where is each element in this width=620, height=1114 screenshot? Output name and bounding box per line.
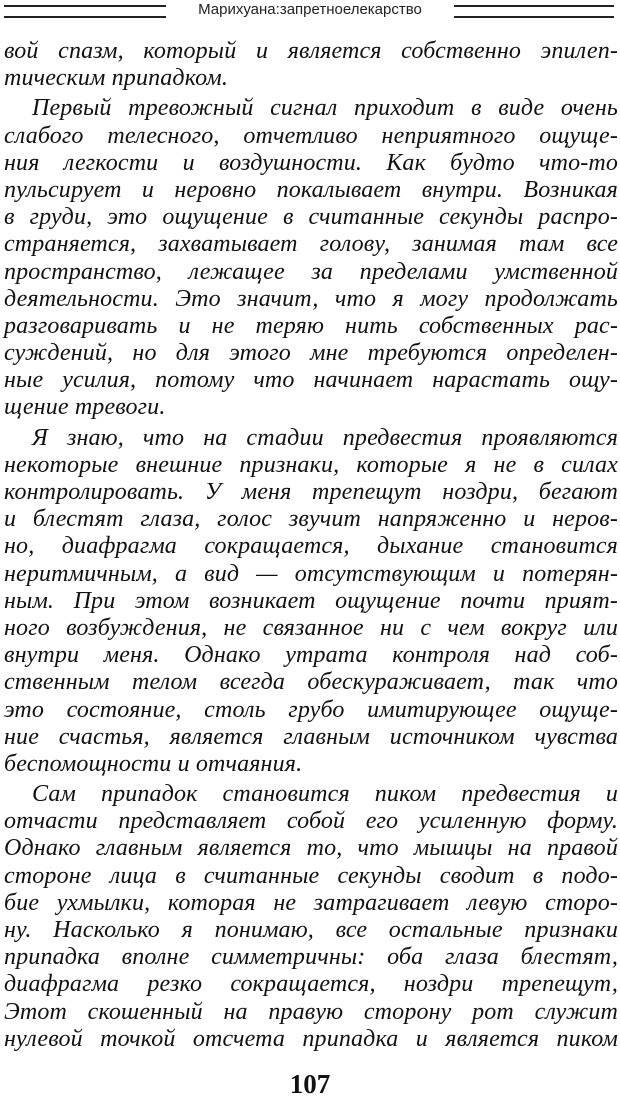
- text-line: Этот скошенный на правую сторону рот служит: [4, 998, 618, 1025]
- running-head-rule-left: [4, 5, 166, 18]
- text-line: пульсирует и неровно покалывает внутри. Возникая: [4, 176, 618, 203]
- text-line: тическим припадком.: [4, 65, 229, 92]
- text-line: контролировать. У меня трепещут ноздри, бегают: [4, 479, 618, 505]
- text-line: страняется, захватывает голову, занимая там все: [4, 231, 618, 258]
- text-line: нулевой точкой отсчета припадка и является пиком: [4, 1025, 618, 1052]
- text-line: отчасти представляет собой его усиленную форму.: [4, 808, 618, 835]
- text-line: пространство, лежащее за пределами умственной: [4, 258, 618, 285]
- text-line: некоторые внешние признаки, которые я не в силах: [4, 451, 618, 478]
- text-line: ственным телом всегда обескураживает, так что: [4, 669, 618, 696]
- text-line: диафрагма резко сокращается, ноздри трепещут,: [4, 971, 618, 998]
- text-line: внутри меня. Однако утрата контроля над соб-: [4, 642, 618, 669]
- text-line: ного возбуждения, не связанное ни с чем вокруг или: [4, 614, 618, 641]
- running-head: [0, 0, 620, 22]
- running-head-rule-right: [454, 5, 614, 18]
- paragraph-3: [4, 425, 618, 778]
- page-number: 107: [289, 1069, 331, 1099]
- text-line: ным. При этом возникает ощущение почти прият-: [4, 587, 618, 614]
- text-line: Я знаю, что на стадии предвестия проявляются: [32, 424, 618, 451]
- text-line: Однако главным является то, что мышцы на правой: [4, 835, 618, 862]
- text-line: вой спазм, который и является собственно эпилеп-: [4, 38, 618, 64]
- paragraph-2: [4, 95, 618, 421]
- text-line: деятельности. Это значит, что я могу продолжать: [4, 285, 618, 312]
- text-line: в груди, это ощущение в считанные секунды распро-: [4, 204, 618, 231]
- text-line: Сам припадок становится пиком предвестия и: [32, 781, 618, 808]
- text-line: Первый тревожный сигнал приходит в виде очень: [32, 95, 618, 122]
- text-line: суждений, но для этого мне требуются определен-: [4, 340, 618, 367]
- text-line: ние счастья, является главным источником чувства: [4, 723, 618, 750]
- text-line: припадка вполне симметричны: оба глаза блестят,: [4, 944, 618, 971]
- text-line: и блестят глаза, голос звучит напряженно и неров-: [4, 506, 618, 533]
- text-line: стороне лица в считанные секунды сводит в подо-: [4, 862, 618, 889]
- paragraph-1: [4, 38, 618, 92]
- text-line: это состояние, столь грубо имитирующее ощуще-: [4, 696, 618, 723]
- text-line: ные усилия, потому что начинает нарастать ощу-: [4, 367, 618, 394]
- running-head-title: Марихуана:запретноелекарство: [198, 1, 422, 18]
- text-line: ну. Насколько я понимаю, все остальные признаки: [4, 917, 618, 943]
- text-line: но, диафрагма сокращается, дыхание становится: [4, 533, 618, 560]
- paragraph-4: [4, 781, 618, 1053]
- text-line: беспомощности и отчаяния.: [4, 750, 303, 777]
- text-line: ния легкости и воздушности. Как будто что-то: [4, 149, 618, 176]
- text-line: неритмичным, а вид — отсутствующим и потерян-: [4, 560, 618, 587]
- body-text: [4, 38, 618, 1053]
- text-line: слабого телесного, отчетливо неприятного ощуще-: [4, 122, 618, 149]
- text-line: щение тревоги.: [4, 394, 166, 421]
- text-line: разговаривать и не теряю нить собственных рас-: [4, 312, 618, 339]
- text-line: бие ухмылки, которая не затрагивает левую сторо-: [4, 889, 618, 916]
